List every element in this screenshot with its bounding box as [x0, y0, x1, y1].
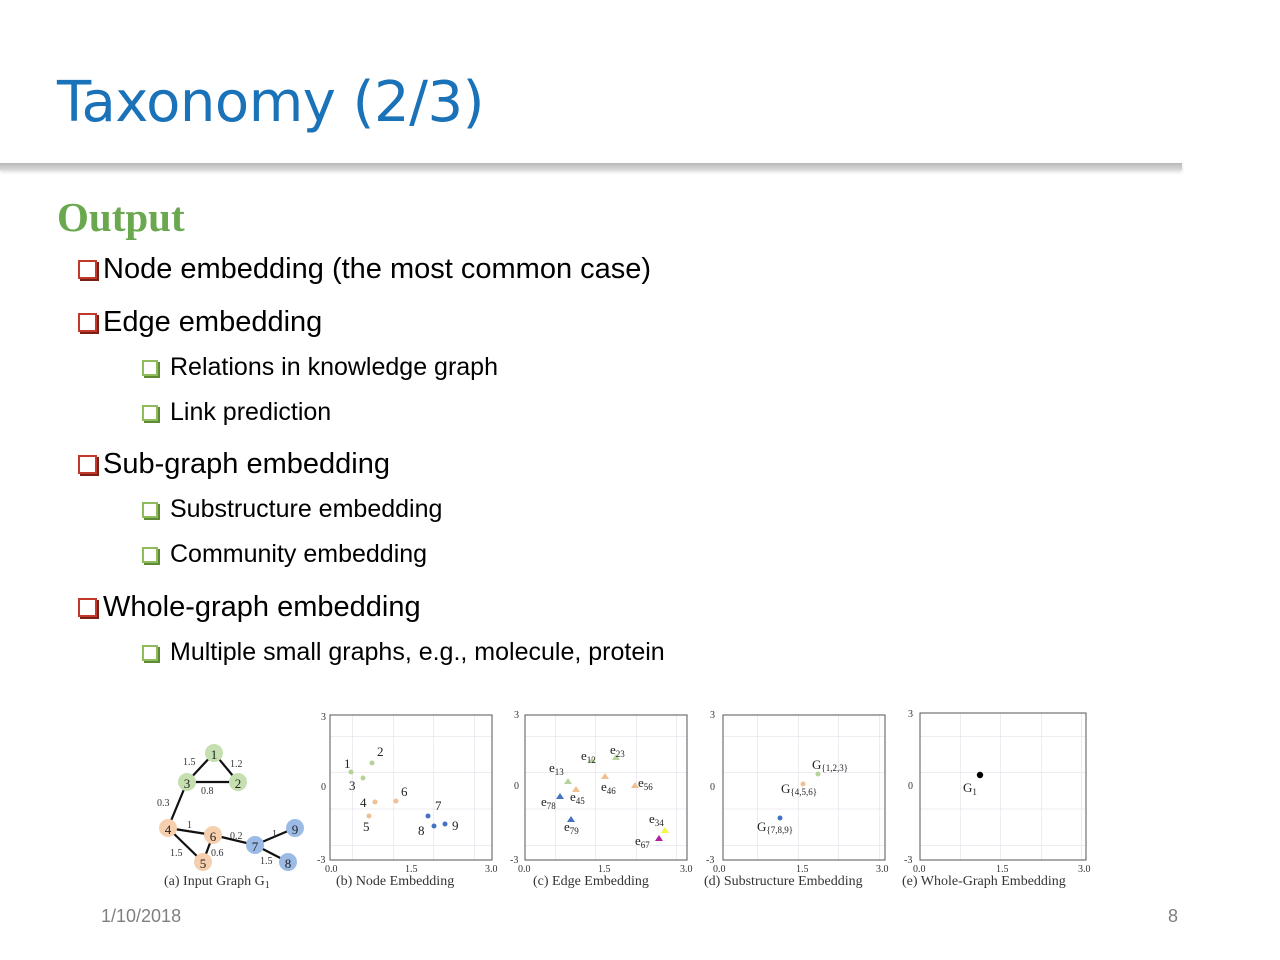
checkbox-bullet-icon	[78, 455, 97, 474]
node-point-label: 7	[435, 798, 442, 813]
bullet-subgraph-embedding	[78, 448, 390, 481]
y-tick: 0	[321, 782, 326, 793]
whole-graph-point	[977, 772, 983, 778]
graph-node-label: 1	[210, 747, 218, 762]
edge-point-label: $e_{12}$	[581, 748, 596, 765]
graph-node-label: 6	[209, 829, 217, 844]
y-tick: 0	[908, 781, 913, 792]
graph-node-label: 8	[284, 856, 292, 871]
graph-node-label: 2	[234, 776, 242, 791]
y-tick: 0	[514, 781, 519, 792]
section-heading: Output	[57, 194, 185, 240]
x-tick: 1.5	[996, 864, 1009, 875]
x-tick: 0.0	[325, 864, 338, 875]
edge-point-label: $e_{45}$	[570, 789, 585, 806]
x-tick: 1.5	[598, 864, 611, 875]
embedding-figure	[150, 700, 1110, 900]
node-point-3	[361, 776, 366, 781]
y-tick: -3	[317, 855, 326, 866]
edge-point-label: $e_{46}$	[601, 779, 616, 796]
edge-weight: 1.5	[183, 757, 196, 768]
bullet-whole-graph-embedding	[78, 591, 421, 624]
substructure-embedding-panel	[704, 710, 889, 889]
y-tick: -3	[706, 855, 715, 866]
subgraph-label: G{1,2,3}	[812, 757, 849, 773]
x-tick: 3.0	[876, 864, 889, 875]
checkbox-bullet-icon	[142, 645, 158, 661]
edge-weight: 0.3	[157, 798, 170, 809]
edge-weight: 1.5	[170, 848, 183, 859]
edge-weight: 1.5	[260, 856, 273, 867]
y-tick: 3	[908, 709, 913, 720]
bullet-text: Node embedding (the most common case)	[103, 253, 652, 285]
subgraph-point-456	[801, 782, 806, 787]
node-point-9	[443, 822, 448, 827]
node-point-label: 9	[452, 818, 459, 833]
edge-point-label: $e_{79}$	[564, 819, 579, 836]
checkbox-bullet-icon	[142, 360, 158, 376]
edge-weight: 1.2	[230, 759, 243, 770]
y-tick: -3	[510, 855, 519, 866]
edge-point-label: $e_{67}$	[635, 833, 650, 850]
node-point-7	[426, 814, 431, 819]
sub-bullet-text: Community embedding	[170, 540, 428, 568]
x-tick: 0.0	[713, 864, 726, 875]
input-graph-panel	[157, 744, 304, 891]
subgraph-point-789	[778, 816, 783, 821]
checkbox-bullet-icon	[142, 502, 158, 518]
bullet-edge-embedding	[78, 306, 322, 339]
y-tick: 3	[321, 712, 326, 723]
x-tick: 1.5	[796, 864, 809, 875]
caption-d: (d) Substructure Embedding	[704, 874, 863, 889]
node-point-label: 5	[363, 819, 370, 834]
footer-date: 1/10/2018	[101, 906, 182, 926]
sub-bullet-text: Multiple small graphs, e.g., molecule, protein	[170, 638, 665, 666]
title-divider	[0, 163, 1182, 170]
x-tick: 0.0	[518, 864, 531, 875]
node-point-label: 2	[377, 744, 384, 759]
node-embedding-panel	[317, 712, 498, 889]
subgraph-point-123	[816, 772, 821, 777]
graph-node-label: 9	[291, 822, 299, 837]
y-tick: 3	[710, 710, 715, 721]
whole-graph-embedding-panel	[902, 709, 1091, 889]
caption-a: (a) Input Graph $G_1$	[164, 874, 270, 891]
bullet-text: Edge embedding	[103, 306, 323, 338]
edge-embedding-panel	[510, 710, 693, 889]
checkbox-bullet-icon	[142, 405, 158, 421]
bullet-node-embedding	[78, 253, 651, 286]
x-tick: 1.5	[405, 864, 418, 875]
subgraph-label: G{7,8,9}	[757, 819, 794, 835]
edge-weight: 1	[272, 829, 277, 840]
bullet-text: Sub-graph embedding	[103, 448, 390, 480]
edge-weight: 1	[187, 820, 192, 831]
page-number: 8	[1168, 906, 1179, 926]
edge-point-label: $e_{23}$	[610, 742, 625, 759]
y-tick: 0	[710, 782, 715, 793]
checkbox-bullet-icon	[78, 598, 97, 617]
node-point-6	[394, 799, 399, 804]
node-point-label: 3	[349, 778, 356, 793]
edge-weight: 0.8	[201, 786, 214, 797]
caption-b: (b) Node Embedding	[336, 874, 455, 889]
x-tick: 3.0	[485, 864, 498, 875]
caption-c: (c) Edge Embedding	[533, 874, 649, 889]
sub-bullet-multiple-graphs	[142, 638, 665, 667]
node-point-label: 4	[360, 795, 367, 810]
x-tick: 3.0	[680, 864, 693, 875]
sub-bullet-community	[142, 540, 427, 569]
whole-graph-label: $G_1$	[963, 780, 977, 797]
node-point-label: 1	[344, 756, 351, 771]
bullet-text: Whole-graph embedding	[103, 591, 421, 623]
sub-bullet-text: Relations in knowledge graph	[170, 353, 498, 381]
graph-node-label: 4	[164, 822, 172, 837]
sub-bullet-text: Substructure embedding	[170, 495, 443, 523]
sub-bullet-link-prediction	[142, 398, 331, 427]
edge-point-label: $e_{34}$	[649, 811, 664, 828]
edge-point-label: $e_{13}$	[549, 760, 564, 777]
graph-node-label: 7	[251, 839, 259, 854]
y-tick: -3	[904, 855, 913, 866]
graph-node-label: 3	[183, 776, 191, 791]
node-point-5	[367, 814, 372, 819]
x-tick: 3.0	[1078, 864, 1091, 875]
edge-point-label: $e_{78}$	[541, 794, 556, 811]
slide-title: Taxonomy (2/3)	[57, 70, 484, 135]
caption-e: (e) Whole-Graph Embedding	[902, 874, 1066, 889]
edge-point-label: $e_{56}$	[638, 775, 653, 792]
subgraph-label: G{4,5,6}	[781, 781, 818, 797]
checkbox-bullet-icon	[78, 260, 97, 279]
node-point-8	[432, 824, 437, 829]
node-point-label: 6	[401, 784, 408, 799]
sub-bullet-relations	[142, 353, 498, 382]
y-tick: 3	[514, 710, 519, 721]
x-tick: 0.0	[913, 864, 926, 875]
sub-bullet-substructure	[142, 495, 442, 524]
checkbox-bullet-icon	[142, 547, 158, 563]
node-point-label: 8	[418, 823, 425, 838]
edge-weight: 0.6	[211, 848, 224, 859]
node-point-4	[373, 800, 378, 805]
node-point-2	[370, 761, 375, 766]
checkbox-bullet-icon	[78, 313, 97, 332]
sub-bullet-text: Link prediction	[170, 398, 332, 426]
graph-node-label: 5	[199, 856, 207, 871]
edge-weight: 0.2	[230, 831, 243, 842]
